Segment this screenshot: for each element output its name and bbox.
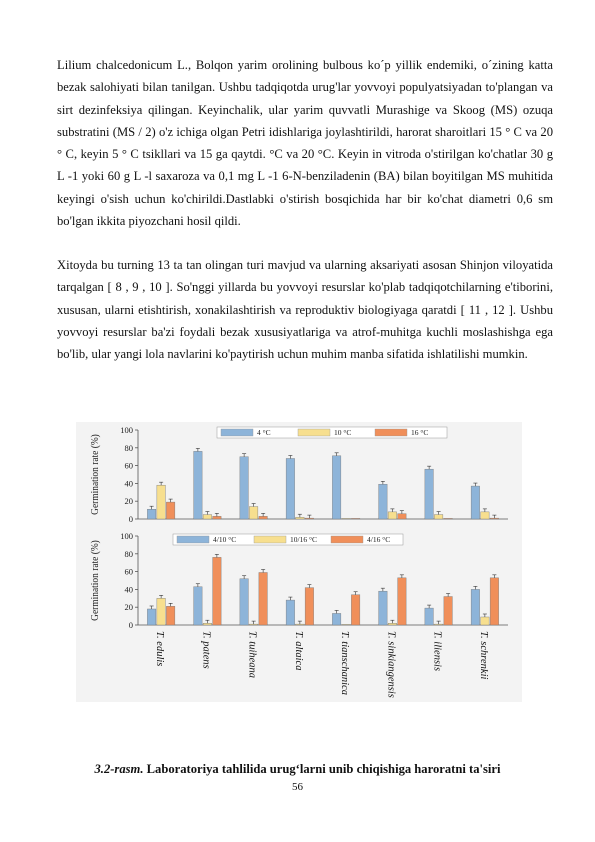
bar (240, 457, 249, 519)
bar (213, 516, 222, 519)
x-tick-label: T. altaica (292, 631, 304, 671)
bar (296, 624, 305, 625)
legend (173, 534, 403, 545)
bar (398, 578, 407, 625)
x-tick-label: T. schrenkii (477, 631, 489, 680)
chart-panel-1 (90, 425, 508, 524)
bar (342, 518, 351, 519)
bar (351, 595, 360, 625)
legend-label: 4 °C (257, 428, 271, 437)
y-axis-label: Germination rate (%) (89, 434, 102, 515)
y-tick-label: 40 (124, 478, 133, 489)
bar (203, 623, 212, 625)
bar (481, 512, 490, 519)
bar (240, 579, 249, 625)
bar (157, 485, 166, 519)
bar (166, 606, 175, 625)
bar (332, 613, 341, 625)
legend-swatch (375, 429, 407, 436)
legend-swatch (331, 536, 363, 543)
bar (305, 588, 314, 625)
legend-label: 10 °C (334, 428, 352, 437)
legend-label: 16 °C (411, 428, 429, 437)
legend-label: 4/10 °C (213, 535, 237, 544)
y-tick-label: 80 (124, 442, 133, 453)
legend-label: 10/16 °C (290, 535, 317, 544)
y-tick-label: 20 (124, 602, 133, 613)
bar (296, 517, 305, 519)
x-tick-label: T. edulis (154, 631, 166, 667)
page-number: 56 (292, 781, 303, 793)
y-tick-label: 0 (128, 620, 133, 630)
chart-panel-2 (90, 531, 508, 698)
bar (305, 518, 314, 519)
bar (471, 589, 480, 625)
legend-swatch (254, 536, 286, 543)
bar (425, 608, 434, 625)
x-tick-label: T. iliensis (431, 631, 443, 672)
y-tick-label: 20 (124, 496, 133, 507)
bar (194, 587, 203, 625)
bar (388, 512, 397, 519)
bar (379, 484, 388, 519)
bar (286, 600, 295, 625)
y-tick-label: 40 (124, 584, 133, 595)
bar (434, 515, 443, 519)
bar (425, 469, 434, 519)
bar (259, 516, 268, 519)
x-tick-label: T. sinkiangensis (385, 631, 397, 698)
bar (444, 518, 453, 519)
y-tick-label: 60 (124, 460, 133, 471)
paragraph-1: Lilium chalcedonicum L., Bolqon yarim orolining bulbous ko´p yillik endemiki, o´zining katta bezak salohiyati bilan tanilgan. Ushbu tadqiqotda urug'lar yovvoyi populyatsiyadan to'plangan va sirt dezinfeksiya qilingan. Keyinchalik, ular yarim quvvatli Murashige va Skoog (MS) ozuqa substratini (MS / 2) o'z ichiga olgan Petri idishlariga joylashtirildi, harorat sharoitlari 15 ° C va 20 ° C, keyin 5 ° C tsikllari va 15 ga qaytdi. °C va 20 °C. Keyin in vitroda o'stirilgan ko'chatlar 30 g L -1 yoki 60 g L -l saxaroza va 0,1 mg L -1 6-N-benziladenin (BA) bilan boyitilgan MS muhitida keyingi o'sish uchun ko'chirildi.Dastlabki o'stirish bosqichida har bir ko'chat diametri 0,6 sm bo'lgan ikkita piyozchani hosil qildi. (57, 58, 553, 229)
germination-chart (76, 422, 522, 702)
bar (481, 617, 490, 625)
y-tick-label: 0 (128, 514, 133, 524)
bar (444, 597, 453, 625)
y-tick-label: 80 (124, 548, 133, 559)
caption-text: Laboratoriya tahlilida urug‘larni unib chiqishiga haroratni ta'siri (143, 762, 501, 776)
figure-panel (76, 422, 522, 702)
caption-number: 3.2-rasm. (94, 762, 144, 776)
bar (379, 591, 388, 625)
paragraph-2: Xitoyda bu turning 13 ta tan olingan turi mavjud va ularning aksariyati asosan Shinjon viloyatida tarqalgan [ 8 , 9 , 10 ]. So'nggi yillarda bu yovvoyi resurslar ko'plab tadqiqotchilarning e'tiborini, xususan, ularni etishtirish, xonakilashtirish va reproduktiv biologiyaga qaratdi [ 11 , 12 ]. Ushbu yovvoyi resurslar ba'zi foydali bezak xususiyatlariga va atrof-muhitga kuchli moslashishga ega bo'lib, ular yangi lola navlarini ko'paytirish uchun muhim manba sifatida ishlatilishi mumkin. (57, 258, 553, 362)
bar (147, 509, 156, 519)
legend-label: 4/16 °C (367, 535, 391, 544)
bar (147, 609, 156, 625)
bar (249, 507, 258, 519)
bar (490, 518, 499, 519)
bar (434, 624, 443, 625)
y-tick-label: 100 (120, 531, 133, 541)
y-tick-label: 100 (120, 425, 133, 435)
y-tick-label: 60 (124, 566, 133, 577)
bar (351, 518, 360, 519)
bar (203, 515, 212, 519)
bar (398, 514, 407, 519)
bar (259, 572, 268, 625)
x-tick-label: T. tuiheana (246, 631, 258, 679)
x-tick-label: T. patens (200, 631, 212, 669)
legend (217, 427, 447, 438)
bar (342, 624, 351, 625)
bar (166, 502, 175, 519)
x-tick-label: T. tianschanica (339, 631, 351, 695)
y-axis-label: Germination rate (%) (89, 540, 102, 621)
bar (471, 486, 480, 519)
bar (388, 623, 397, 625)
bar (213, 557, 222, 625)
bar (157, 598, 166, 625)
legend-swatch (221, 429, 253, 436)
legend-swatch (298, 429, 330, 436)
legend-swatch (177, 536, 209, 543)
bar (490, 578, 499, 625)
bar (332, 456, 341, 519)
bar (194, 451, 203, 519)
bar (249, 624, 258, 625)
bar (286, 458, 295, 519)
figure-caption (0, 762, 595, 777)
